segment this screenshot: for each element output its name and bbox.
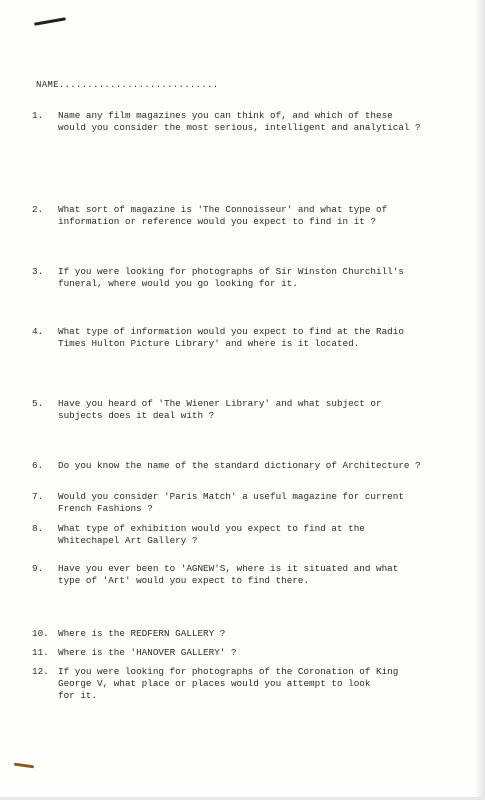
question-text: Have you heard of 'The Wiener Library' and what subject or subjects does it deal with ? [58,398,382,421]
question-3 [32,266,472,290]
question-text: What type of information would you expect to find at the Radio Times Hulton Picture Library' and where is it located. [58,326,404,349]
question-number: 8. [32,523,44,534]
question-text: If you were looking for photographs of the Coronation of King George V, what place or places would you attempt to look for it. [58,666,399,701]
question-number: 5. [32,398,44,409]
question-number: 4. [32,326,44,337]
question-text: Do you know the name of the standard dictionary of Architecture ? [58,460,421,471]
question-number: 11. [32,647,49,658]
question-4 [32,326,472,350]
question-9 [32,563,472,587]
name-field: NAME............................ [36,80,219,90]
question-text: Have you ever been to 'AGNEW'S, where is it situated and what type of 'Art' would you expect to find there. [58,563,399,586]
question-number: 12. [32,666,49,677]
question-text: What sort of magazine is 'The Connoisseur' and what type of information or reference would you expect to find in it ? [58,204,388,227]
page-edge-shadow [475,0,485,800]
pen-mark-bottom [14,763,34,769]
question-11 [32,647,472,659]
question-number: 2. [32,204,44,215]
question-text: What type of exhibition would you expect to find at the Whitechapel Art Gallery ? [58,523,365,546]
question-text: If you were looking for photographs of Sir Winston Churchill's funeral, where would you go looking for it. [58,266,404,289]
question-1 [32,110,472,134]
question-10 [32,628,472,640]
question-5 [32,398,472,422]
question-number: 6. [32,460,44,471]
question-text: Would you consider 'Paris Match' a useful magazine for current French Fashions ? [58,491,404,514]
question-12 [32,666,472,702]
question-2 [32,204,472,228]
question-number: 9. [32,563,44,574]
question-number: 7. [32,491,44,502]
question-6 [32,460,472,472]
question-number: 3. [32,266,44,277]
question-text: Where is the 'HANOVER GALLERY' ? [58,647,237,658]
question-number: 1. [32,110,44,121]
question-number: 10. [32,628,49,639]
question-text: Where is the REDFERN GALLERY ? [58,628,226,639]
pen-mark-top [34,17,66,26]
question-7 [32,491,472,515]
question-8 [32,523,472,547]
question-text: Name any film magazines you can think of, and which of these would you consider the most serious, intelligent and analytical ? [58,110,421,133]
